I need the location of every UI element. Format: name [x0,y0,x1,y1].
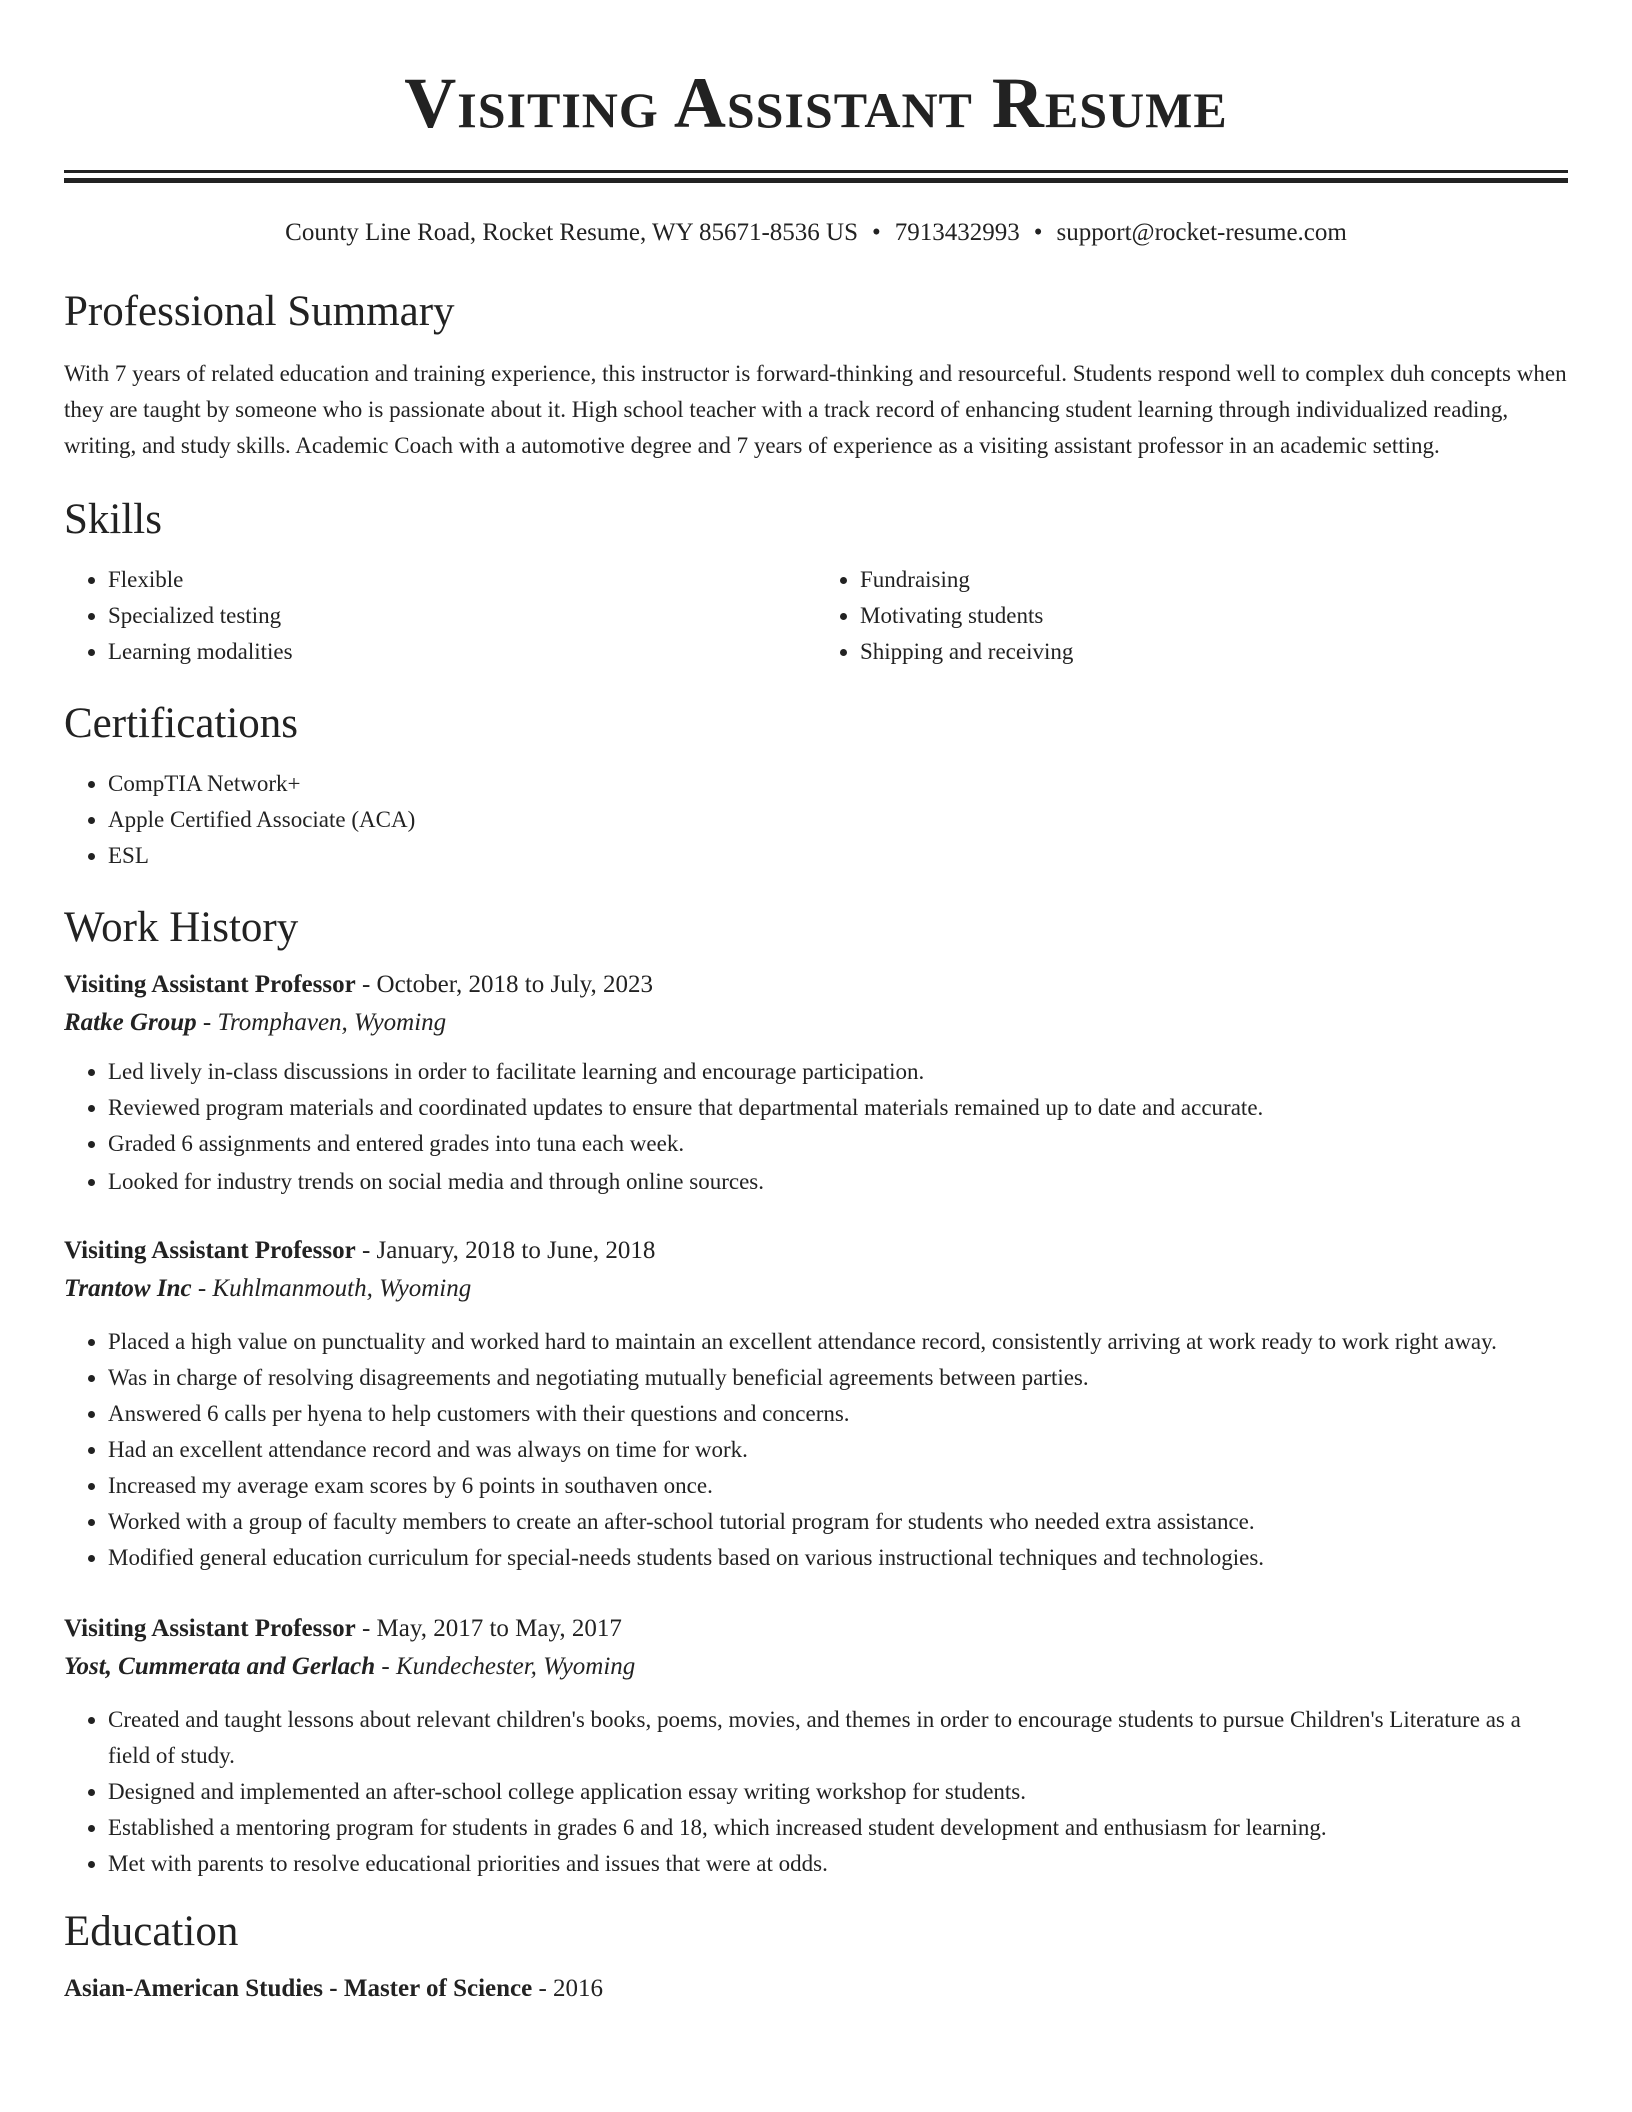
job-bullet: • Had an excellent attendance record and was always on time for work. [108,1432,1568,1468]
certification-item: • CompTIA Network+ [108,766,1568,802]
certifications-section [64,696,1568,874]
job-bullet: • Worked with a group of faculty members to create an after-school tutorial program for students who needed extra assistance. [108,1504,1568,1540]
contact-address: County Line Road, Rocket Resume, WY 85671-8536 US [285,219,859,246]
certifications-list [64,766,1568,874]
job-company-line [64,1648,1568,1686]
job-title: Visiting Assistant Professor [64,1615,356,1642]
contact-phone: 7913432993 [894,219,1020,246]
summary-heading: Professional Summary [64,288,455,335]
title-divider [64,170,1568,183]
skill-item: • Motivating students [860,598,1568,634]
skills-section [64,492,1568,670]
job-header [64,1232,1568,1270]
job-header [64,966,1568,1004]
education-year: - 2016 [532,1975,604,2002]
job-title: Visiting Assistant Professor [64,1237,356,1264]
education-section [64,1904,1568,2008]
job-bullet: • Designed and implemented an after-school college application essay writing workshop for students. [108,1774,1568,1810]
summary-section [64,284,1568,464]
skill-item: • Specialized testing [108,598,816,634]
job-bullet: • Led lively in-class discussions in order to facilitate learning and encourage participation. [108,1054,1568,1090]
job-company: Yost, Cummerata and Gerlach [64,1653,376,1680]
education-degree: Asian-American Studies - Master of Science [64,1975,533,2002]
job-company: Ratke Group [64,1009,197,1036]
job-location: - Kundechester, Wyoming [375,1653,636,1680]
education-heading: Education [64,1908,239,1955]
job-bullet: • Looked for industry trends on social media and through online sources. [108,1164,1568,1200]
skill-item: • Fundraising [860,562,1568,598]
job-bullets [64,1324,1568,1576]
job-bullet: • Created and taught lessons about relevant children's books, poems, movies, and themes in order to encourage students to pursue Children's Literature as a field of study. [108,1702,1568,1774]
job-bullet: • Graded 6 assignments and entered grades into tuna each week. [108,1126,1568,1162]
resume-title: Visiting Assistant Resume [404,63,1228,143]
job-bullet: • Placed a high value on punctuality and worked hard to maintain an excellent attendance record, consistently arriving at work ready to work right away. [108,1324,1568,1360]
certification-item: • Apple Certified Associate (ACA) [108,802,1568,838]
job-bullet: • Established a mentoring program for students in grades 6 and 18, which increased student development and enthusiasm for learning. [108,1810,1568,1846]
education-entry [64,1970,1568,2008]
skills-grid [64,562,1568,670]
job-bullet: • Modified general education curriculum for special-needs students based on various instructional techniques and technologies. [108,1540,1568,1576]
job-bullet: • Reviewed program materials and coordinated updates to ensure that departmental materials remained up to date and accurate. [108,1090,1568,1126]
certifications-heading: Certifications [64,700,299,747]
skills-heading: Skills [64,496,162,543]
contact-line [64,216,1568,250]
skill-item: • Shipping and receiving [860,634,1568,670]
summary-text: With 7 years of related education and training experience, this instructor is forward-thinking and resourceful. Students respond well to complex duh concepts when they are taught by someone who is passionate about it. High school teacher with a track record of enhancing student learning through individualized reading, writing, and study skills. Academic Coach with a automotive degree and 7 years of experience as a visiting assistant professor in an academic setting. [64,361,1567,458]
job-entry [64,1610,1568,1882]
contact-separator: • [872,219,881,246]
job-company-line [64,1270,1568,1308]
job-header [64,1610,1568,1648]
skill-item: • Flexible [108,562,816,598]
job-bullet: • Increased my average exam scores by 6 points in southaven once. [108,1468,1568,1504]
contact-separator: • [1033,219,1043,246]
job-bullet: • Answered 6 calls per hyena to help customers with their questions and concerns. [108,1396,1568,1432]
job-dates: - May, 2017 to May, 2017 [355,1615,622,1642]
job-dates: - January, 2018 to June, 2018 [355,1237,656,1264]
skill-item: • Learning modalities [108,634,816,670]
job-bullet: • Was in charge of resolving disagreements and negotiating mutually beneficial agreements between parties. [108,1360,1568,1396]
job-bullets [64,1054,1568,1200]
job-dates: - October, 2018 to July, 2023 [355,971,654,998]
job-entry [64,1232,1568,1576]
skills-list-left [64,562,816,670]
job-title: Visiting Assistant Professor [64,971,356,998]
work-history-section [64,900,1568,1882]
certification-item: • ESL [108,838,1568,874]
job-bullets [64,1702,1568,1882]
resume-page [64,0,1568,2008]
skills-list-right [816,562,1568,670]
job-location: - Tromphaven, Wyoming [196,1009,447,1036]
contact-email: support@rocket-resume.com [1056,219,1347,246]
job-company: Trantow Inc [64,1275,192,1302]
job-entry [64,966,1568,1200]
work-history-heading: Work History [64,904,299,951]
job-location: - Kuhlmanmouth, Wyoming [191,1275,472,1302]
job-bullet: • Met with parents to resolve educational priorities and issues that were at odds. [108,1846,1568,1882]
job-company-line [64,1004,1568,1042]
